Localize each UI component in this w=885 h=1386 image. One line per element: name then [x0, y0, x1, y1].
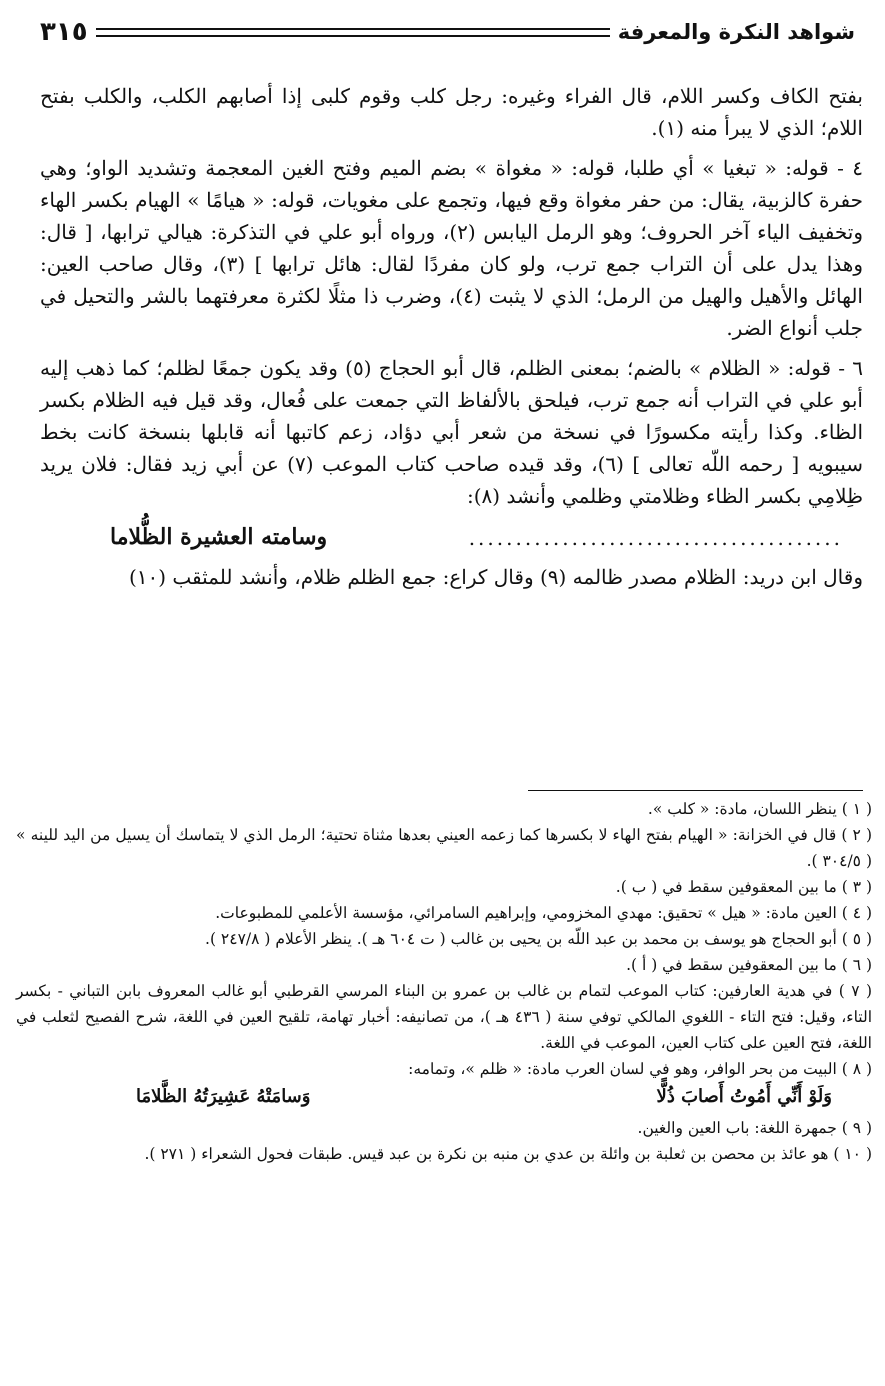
verse-first-hemistich: وَلَوْ أَنِّي أَمُوتُ أَصابَ ذُلًّا — [656, 1086, 832, 1108]
footnote: ( ٦ ) ما بين المعقوفين سقط في ( أ ). — [626, 956, 872, 975]
verse-omitted-hemistich: ........................................ — [468, 525, 843, 550]
footnote: ( ٩ ) جمهرة اللغة: باب العين والغين. — [637, 1118, 872, 1137]
footnote: ( ٤ ) العين مادة: « هيل » تحقيق: مهدي المخزومي، وإبراهيم السامرائي، مؤسسة الأعلمي للمطبوعات. — [215, 904, 872, 923]
verse-second-hemistich: وَسامَتْهُ عَشِيرَتُهُ الظَّلامَا — [136, 1086, 311, 1108]
footnote: ( ٢ ) قال في الخزانة: « الهيام بفتح الهاء لا بكسرها كما زعمه العيني بعدها مثناة تحتية؛ الرمل الذي لا يتماسك أن يسيل من اليد للينه » ( ٣٠٤/٥ ). — [16, 826, 872, 871]
footnote-separator — [528, 790, 863, 791]
poetry-verse — [110, 520, 843, 555]
paragraph: بفتح الكاف وكسر اللام، قال الفراء وغيره: رجل كلب وقوم كلبى إذا أصابهم الكلب، والكلب بفتح اللام؛ الذي لا يبرأ منه (١). — [40, 84, 863, 140]
footnote: ( ١٠ ) هو عائذ بن محصن بن ثعلبة بن وائلة بن عدي بن منبه بن نكرة بن عبد قيس. طبقات فحول الشعراء ( ٢٧١ ). — [144, 1144, 872, 1163]
footnote: ( ٧ ) في هدية العارفين: كتاب الموعب لتمام بن غالب بن عمرو بن البناء المرسي القرطبي أبو غالب المعروف بابن التباني - بكسر التاء، وقيل: فتح التاء - اللغوي المالكي توفي سنة ( ٤٣٦ هـ )، من تصانيفه: أخبار تهامة، تلقيح العين في اللغة، شرح الفصيح لثعلب في اللغة، فتح العين على كتاب العين، الموعب في اللغة. — [16, 982, 872, 1053]
footnotes — [16, 796, 872, 1167]
running-title: شواهد النكرة والمعرفة — [617, 20, 855, 44]
footnote: ( ٣ ) ما بين المعقوفين سقط في ( ب ). — [615, 878, 872, 897]
footnote: ( ٨ ) البيت من بحر الوافر، وهو في لسان العرب مادة: « ظلم »، وتمامه: — [408, 1060, 872, 1079]
paragraph: ٤ - قوله: « تبغيا » أي طلبا، قوله: « مغواة » بضم الميم وفتح الغين المعجمة وتشديد الواو؛ وهي حفرة كالزبية، يقال: من حفر مغواة وقع فيها، وتجمع على مغويات، قوله: « هيامًا » الهيام بكسر الهاء وتخفيف الياء آخر الحروف؛ وهو الرمل اليابس (٢)، ورواه أبو علي في التذكرة: هيالي ترابها، [ قال: وهذا يدل على أن التراب جمع ترب، ولو كان مفردًا لقال: هائل ترابها ] (٣)، وقال صاحب العين: الهائل والأهيل والهيل من الرمل؛ الذي لا يثبت (٤)، وضرب ذا مثلًا لكثرة معرفتهما بالشر والتحيل في جلب أنواع الضر. — [40, 156, 863, 340]
page-number: ٣١٥ — [40, 17, 88, 47]
footnote: ( ٥ ) أبو الحجاج هو يوسف بن محمد بن عبد اللّه بن يحيى بن غالب ( ت ٦٠٤ هـ ). ينظر الأعلام ( ٢٤٧/٨ ). — [205, 930, 872, 949]
page-header — [40, 10, 855, 54]
paragraph: ٦ - قوله: « الظلام » بالضم؛ بمعنى الظلم، قال أبو الحجاج (٥) وقد يكون جمعًا لظلم؛ كما ذهب إليه أبو علي في التراب أنه جمع ترب، فيلحق بالألفاظ التي جمعت على فُعال، وقد قيل فيه الظلام بكسر الظاء. وكذا رأيته مكسورًا في نسخة من شعر أبي دؤاد، زعم كاتبها أنه قابلها بنسخة كانت بخط سيبويه [ رحمه اللّه تعالى ] (٦)، وقد قيده صاحب كتاب الموعب (٧) عن أبي زيد فقال: فلان يريد ظِلامِي بكسر الظاء وظلامتي وظلمي وأنشد (٨): — [40, 356, 864, 508]
verse-hemistich: وسامته العشيرة الظُّلاما — [110, 524, 328, 550]
main-text — [40, 80, 863, 601]
paragraph: وقال ابن دريد: الظلام مصدر ظالمه (٩) وقال كراع: جمع الظلم ظلام، وأنشد للمثقب (١٠) — [128, 565, 863, 590]
footnote: ( ١ ) ينظر اللسان، مادة: « كلب ». — [647, 800, 872, 818]
header-rule — [96, 28, 610, 37]
footnote-verse — [136, 1082, 832, 1112]
